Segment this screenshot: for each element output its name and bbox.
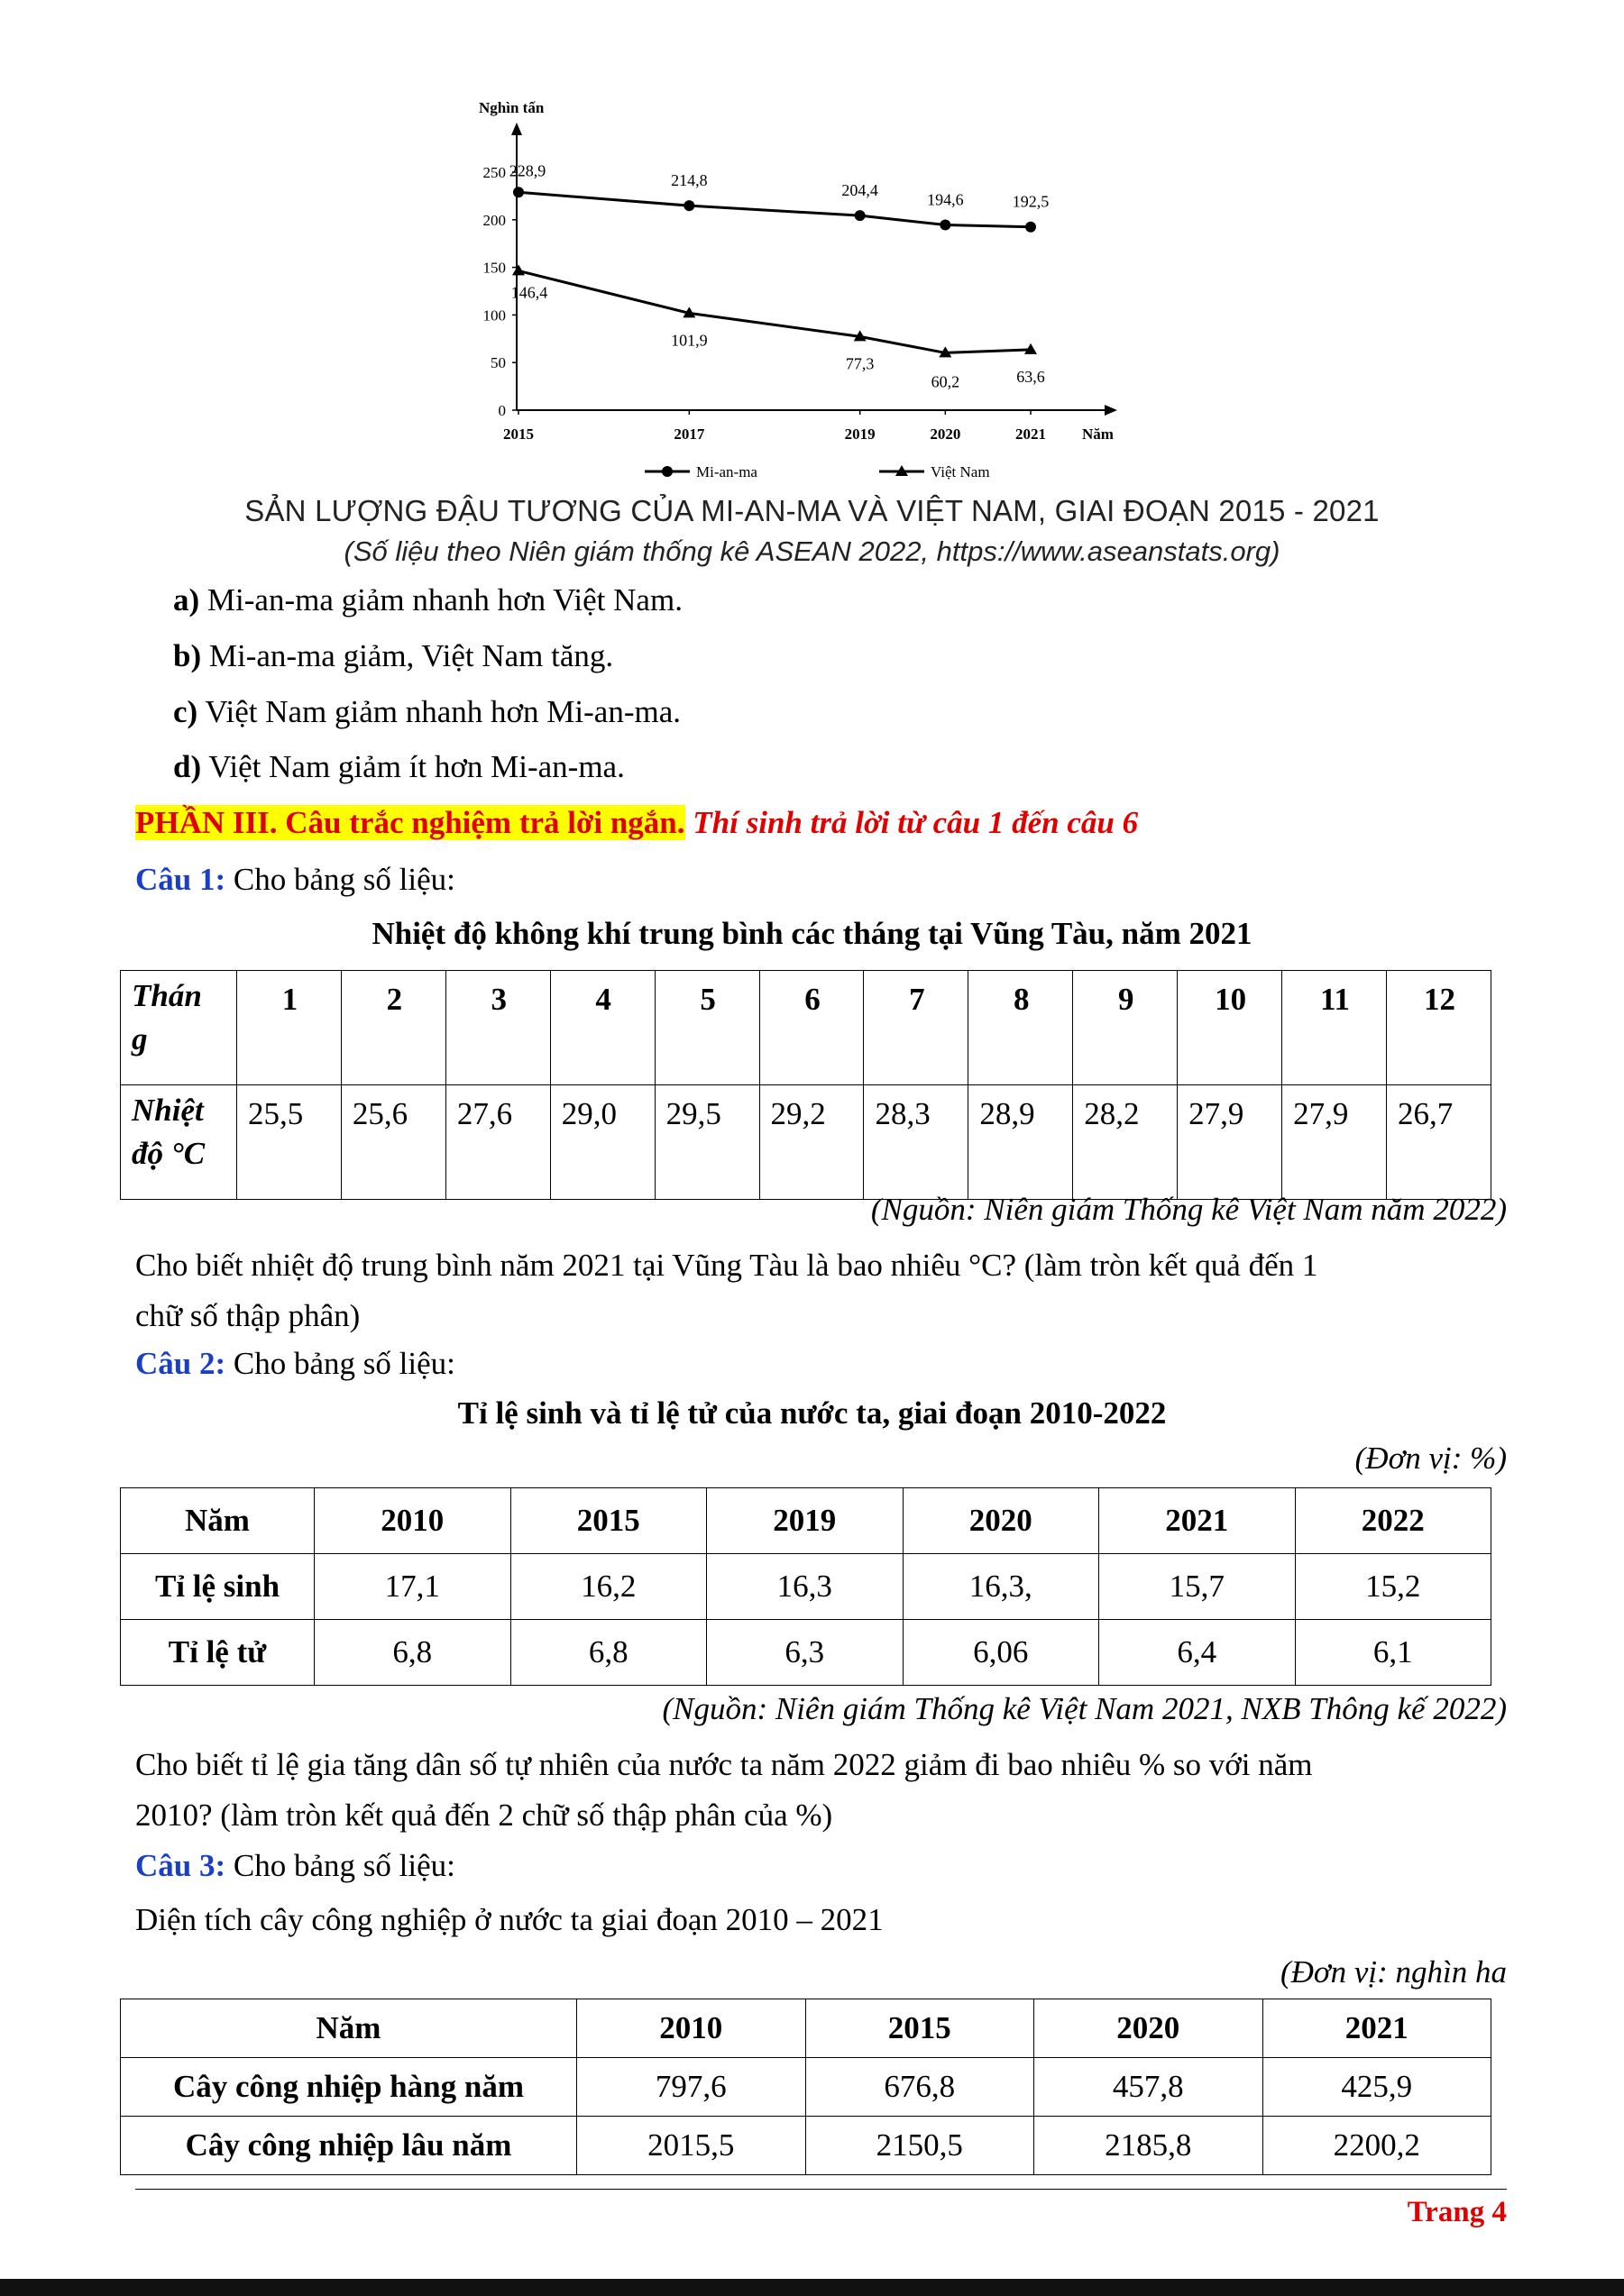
y-tick-label: 150 <box>482 259 506 277</box>
data-point-myanmar <box>684 200 694 211</box>
x-tick-label: 2019 <box>844 425 876 443</box>
option-c: c) Việt Nam giảm nhanh hơn Mi-an-ma. <box>173 694 681 729</box>
temperature-cell: 25,5 <box>237 1085 342 1200</box>
year-cell: 2015 <box>805 1999 1034 2058</box>
legend-label-myanmar: Mi-an-ma <box>696 463 757 480</box>
death-rate-cell: 6,8 <box>510 1620 707 1686</box>
y-tick-label: 250 <box>482 164 506 181</box>
question-2: Câu 2: Cho bảng số liệu: <box>135 1346 455 1381</box>
chart-source: (Số liệu theo Niên giám thống kê ASEAN 2022, https://www.aseanstats.org) <box>344 535 1280 567</box>
death-rate-header: Tỉ lệ tử <box>121 1620 315 1686</box>
chart-svg <box>451 86 1154 491</box>
data-label: 204,4 <box>841 181 878 200</box>
q1-table-title: Nhiệt độ không khí trung bình các tháng tại Vũng Tàu, năm 2021 <box>372 916 1252 951</box>
temperature-cell: 29,0 <box>550 1085 655 1200</box>
death-rate-cell: 6,06 <box>903 1620 1099 1686</box>
year-cell: 2022 <box>1295 1488 1491 1554</box>
y-tick-label: 200 <box>482 211 506 229</box>
q2-table-title: Tỉ lệ sinh và tỉ lệ tử của nước ta, giai đoạn 2010-2022 <box>457 1395 1167 1431</box>
birth-rate-cell: 16,3, <box>903 1554 1099 1620</box>
q1-question: Cho biết nhiệt độ trung bình năm 2021 tại Vũng Tàu là bao nhiêu °C? (làm tròn kết quả đến 1 chữ số thập phân) <box>135 1248 1318 1333</box>
q2-question: Cho biết tỉ lệ gia tăng dân số tự nhiên của nước ta năm 2022 giảm đi bao nhiêu % so với năm 2010? (làm tròn kết quả đến 2 chữ số thập phân của %) <box>135 1747 1313 1833</box>
month-cell: 6 <box>759 971 864 1085</box>
bottom-edge <box>0 2279 1624 2296</box>
temperature-cell: 27,9 <box>1178 1085 1282 1200</box>
x-tick-label: 2017 <box>674 425 705 443</box>
year-cell: 2015 <box>510 1488 707 1554</box>
temperature-cell: 25,6 <box>341 1085 445 1200</box>
death-rate-cell: 6,8 <box>315 1620 511 1686</box>
q2-unit: (Đơn vị: %) <box>1354 1441 1507 1476</box>
birth-rate-cell: 17,1 <box>315 1554 511 1620</box>
month-cell: 12 <box>1386 971 1491 1085</box>
temperature-cell: 26,7 <box>1386 1085 1491 1200</box>
option-b: b) Mi-an-ma giảm, Việt Nam tăng. <box>173 638 614 673</box>
series-line-vietnam <box>518 270 1031 352</box>
birth-rate-header: Tỉ lệ sinh <box>121 1554 315 1620</box>
month-cell: 7 <box>864 971 968 1085</box>
month-cell: 8 <box>968 971 1073 1085</box>
x-tick-label: 2021 <box>1015 425 1046 443</box>
temperature-cell: 28,2 <box>1073 1085 1178 1200</box>
q3-unit: (Đơn vị: nghìn ha <box>1280 1954 1507 1990</box>
data-point-myanmar <box>513 187 524 197</box>
q1-source: (Nguồn: Niên giám Thống kê Việt Nam năm 2022) <box>870 1192 1507 1227</box>
death-rate-cell: 6,1 <box>1295 1620 1491 1686</box>
year-cell: 2021 <box>1099 1488 1296 1554</box>
data-label: 60,2 <box>931 372 960 391</box>
q3-subtitle: Diện tích cây công nghiệp ở nước ta giai đoạn 2010 – 2021 <box>135 1902 884 1937</box>
x-axis-unit: Năm <box>1082 425 1114 443</box>
q2-source: (Nguồn: Niên giám Thống kê Việt Nam 2021, NXB Thông kế 2022) <box>662 1691 1507 1726</box>
temperature-cell: 29,2 <box>759 1085 864 1200</box>
month-cell: 11 <box>1282 971 1387 1085</box>
perennial-crops-cell: 2200,2 <box>1262 2117 1491 2175</box>
month-cell: 4 <box>550 971 655 1085</box>
birth-rate-cell: 15,2 <box>1295 1554 1491 1620</box>
month-cell: 9 <box>1073 971 1178 1085</box>
question-3: Câu 3: Cho bảng số liệu: <box>135 1848 455 1883</box>
section-3-heading: PHẦN III. Câu trắc nghiệm trả lời ngắn. Thí sinh trả lời từ câu 1 đến câu 6 <box>135 805 1139 840</box>
temperature-cell: 28,9 <box>968 1085 1073 1200</box>
temperature-cell: 27,6 <box>445 1085 550 1200</box>
y-tick-label: 0 <box>498 402 506 419</box>
x-axis-arrow <box>1105 405 1117 416</box>
year-cell: 2020 <box>1034 1999 1263 2058</box>
annual-crops-cell: 425,9 <box>1262 2058 1491 2117</box>
year-cell: 2010 <box>315 1488 511 1554</box>
data-point-vietnam <box>512 264 525 275</box>
perennial-crops-cell: 2185,8 <box>1034 2117 1263 2175</box>
line-chart <box>451 86 1154 491</box>
temperature-header: Nhiệt độ °C <box>121 1085 237 1200</box>
page-number: Trang 4 <box>1407 2196 1507 2228</box>
data-label: 146,4 <box>510 283 548 302</box>
chart-title: SẢN LƯỢNG ĐẬU TƯƠNG CỦA MI-AN-MA VÀ VIỆT NAM, GIAI ĐOẠN 2015 - 2021 <box>244 494 1380 527</box>
data-label: 194,6 <box>927 190 964 209</box>
year-cell: 2010 <box>577 1999 806 2058</box>
month-header: Thán g <box>121 971 237 1085</box>
birth-rate-cell: 16,2 <box>510 1554 707 1620</box>
y-axis-unit: Nghìn tấn <box>479 99 545 116</box>
annual-crops-header: Cây công nhiệp hàng năm <box>121 2058 577 2117</box>
y-tick-label: 50 <box>491 354 506 372</box>
year-cell: 2020 <box>903 1488 1099 1554</box>
data-label: 101,9 <box>671 331 708 350</box>
temperature-cell: 27,9 <box>1282 1085 1387 1200</box>
data-label: 192,5 <box>1012 192 1050 211</box>
birth-rate-cell: 16,3 <box>707 1554 904 1620</box>
month-cell: 1 <box>237 971 342 1085</box>
perennial-crops-cell: 2150,5 <box>805 2117 1034 2175</box>
birth-death-table <box>120 1487 1491 1686</box>
year-cell: 2019 <box>707 1488 904 1554</box>
data-label: 77,3 <box>845 354 875 373</box>
question-1: Câu 1: Cho bảng số liệu: <box>135 862 455 897</box>
month-cell: 10 <box>1178 971 1282 1085</box>
option-d: d) Việt Nam giảm ít hơn Mi-an-ma. <box>173 749 625 784</box>
data-point-myanmar <box>940 220 950 231</box>
annual-crops-cell: 797,6 <box>577 2058 806 2117</box>
annual-crops-cell: 676,8 <box>805 2058 1034 2117</box>
month-cell: 2 <box>341 971 445 1085</box>
data-point-myanmar <box>1025 222 1036 233</box>
industrial-crops-table <box>120 1999 1491 2175</box>
option-a: a) Mi-an-ma giảm nhanh hơn Việt Nam. <box>173 582 683 617</box>
data-label: 228,9 <box>509 161 546 180</box>
data-point-myanmar <box>855 210 866 221</box>
x-tick-label: 2015 <box>503 425 534 443</box>
month-cell: 3 <box>445 971 550 1085</box>
year-header: Năm <box>121 1488 315 1554</box>
death-rate-cell: 6,3 <box>707 1620 904 1686</box>
month-cell: 5 <box>655 971 759 1085</box>
birth-rate-cell: 15,7 <box>1099 1554 1296 1620</box>
data-label: 63,6 <box>1016 367 1045 386</box>
legend-marker-myanmar <box>662 466 673 477</box>
footer-divider <box>135 2189 1507 2190</box>
year-cell: 2021 <box>1262 1999 1491 2058</box>
annual-crops-cell: 457,8 <box>1034 2058 1263 2117</box>
temperature-cell: 29,5 <box>655 1085 759 1200</box>
data-label: 214,8 <box>671 171 708 190</box>
temperature-cell: 28,3 <box>864 1085 968 1200</box>
temperature-table <box>120 970 1491 1200</box>
perennial-crops-header: Cây công nhiệp lâu năm <box>121 2117 577 2175</box>
y-tick-label: 100 <box>482 306 506 325</box>
death-rate-cell: 6,4 <box>1099 1620 1296 1686</box>
y-axis-arrow <box>511 123 522 135</box>
legend-label-vietnam: Việt Nam <box>931 463 990 480</box>
x-tick-label: 2020 <box>930 425 961 443</box>
perennial-crops-cell: 2015,5 <box>577 2117 806 2175</box>
year-header: Năm <box>121 1999 577 2058</box>
